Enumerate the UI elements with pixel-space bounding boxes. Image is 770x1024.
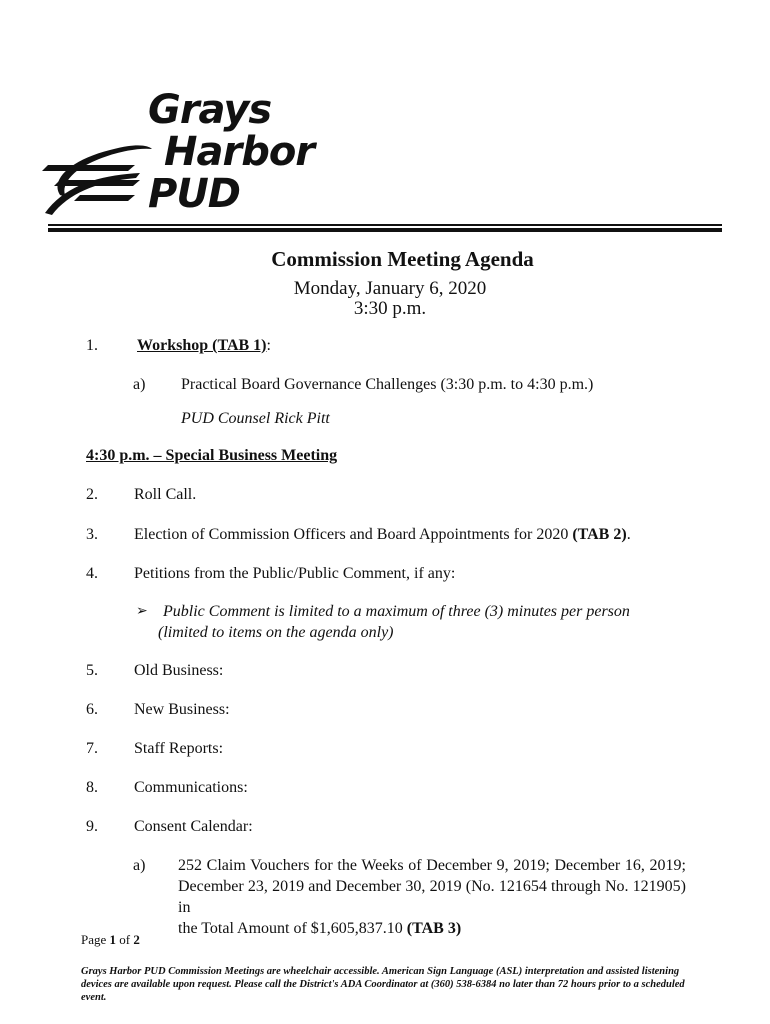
item-number: 6. <box>86 701 98 718</box>
page-current: 1 <box>109 932 117 947</box>
workshop-presenter: PUD Counsel Rick Pitt <box>181 410 330 427</box>
header-rule-thin <box>48 224 722 226</box>
page-number <box>81 930 140 949</box>
item-number: 8. <box>86 779 98 796</box>
logo-text-grays: Grays <box>148 87 272 133</box>
claim-vouchers-line3 <box>178 918 686 939</box>
workshop-topic: Practical Board Governance Challenges (3:30 p.m. to 4:30 p.m.) <box>181 376 594 393</box>
staff-reports: Staff Reports: <box>134 740 224 757</box>
public-comment-line1: Public Comment is limited to a maximum of three (3) minutes per person <box>163 603 630 620</box>
public-comment-line2: (limited to items on the agenda only) <box>158 624 394 641</box>
meeting-time: 3:30 p.m. <box>353 298 427 319</box>
communications: Communications: <box>134 779 248 796</box>
election-period: . <box>626 526 631 543</box>
claim-vouchers-tab: (TAB 3) <box>406 920 462 937</box>
logo-text-pud: PUD <box>148 171 240 217</box>
special-business-meeting-heading: 4:30 p.m. – Special Business Meeting <box>86 447 338 464</box>
item-number: 1. <box>86 337 98 354</box>
header-rule-thick <box>48 228 722 232</box>
page-title: Commission Meeting Agenda <box>271 247 534 271</box>
item-number: 5. <box>86 662 98 679</box>
election-tab: (TAB 2) <box>572 526 627 543</box>
roll-call: Roll Call. <box>134 486 197 503</box>
logo-swoosh-icon <box>40 125 155 215</box>
election-item <box>134 525 631 544</box>
logo-text-harbor: Harbor <box>164 129 315 175</box>
new-business: New Business: <box>134 701 230 718</box>
item-number: 2. <box>86 486 98 503</box>
old-business: Old Business: <box>134 662 224 679</box>
accessibility-note: Grays Harbor PUD Commission Meetings are wheelchair accessible. American Sign Language (ASL) interpretation and assisted listening devices are available upon request. Please call the District's ADA Coordinator at (360) 538-6384 no later than 72 hours prior to a scheduled event. <box>81 966 685 1003</box>
grays-harbor-pud-logo <box>40 87 315 217</box>
page-total: 2 <box>133 932 140 947</box>
meeting-date: Monday, January 6, 2020 <box>293 278 487 299</box>
consent-calendar: Consent Calendar: <box>134 818 253 835</box>
claim-vouchers-line2: December 23, 2019 and December 30, 2019 (No. 121654 through No. 121905) in <box>178 878 686 916</box>
claim-vouchers-text <box>178 855 686 939</box>
item-number: 3. <box>86 526 98 543</box>
item-number: 7. <box>86 740 98 757</box>
arrow-bullet-icon: ➢ <box>136 604 148 619</box>
claim-vouchers-amount: the Total Amount of $1,605,837.10 <box>178 920 407 937</box>
workshop-heading <box>137 336 271 355</box>
item-number: 9. <box>86 818 98 835</box>
workshop-colon: : <box>266 337 271 354</box>
page-prefix: Page <box>81 932 110 947</box>
election-text: Election of Commission Officers and Board Appointments for 2020 <box>134 526 573 543</box>
item-letter: a) <box>133 376 146 393</box>
claim-vouchers-line1: 252 Claim Vouchers for the Weeks of December 9, 2019; December 16, 2019; <box>178 857 686 874</box>
item-letter: a) <box>133 857 146 874</box>
page-of: of <box>116 932 134 947</box>
workshop-label: Workshop (TAB 1) <box>137 337 267 354</box>
petitions-item: Petitions from the Public/Public Comment, if any: <box>134 565 456 582</box>
item-number: 4. <box>86 565 98 582</box>
